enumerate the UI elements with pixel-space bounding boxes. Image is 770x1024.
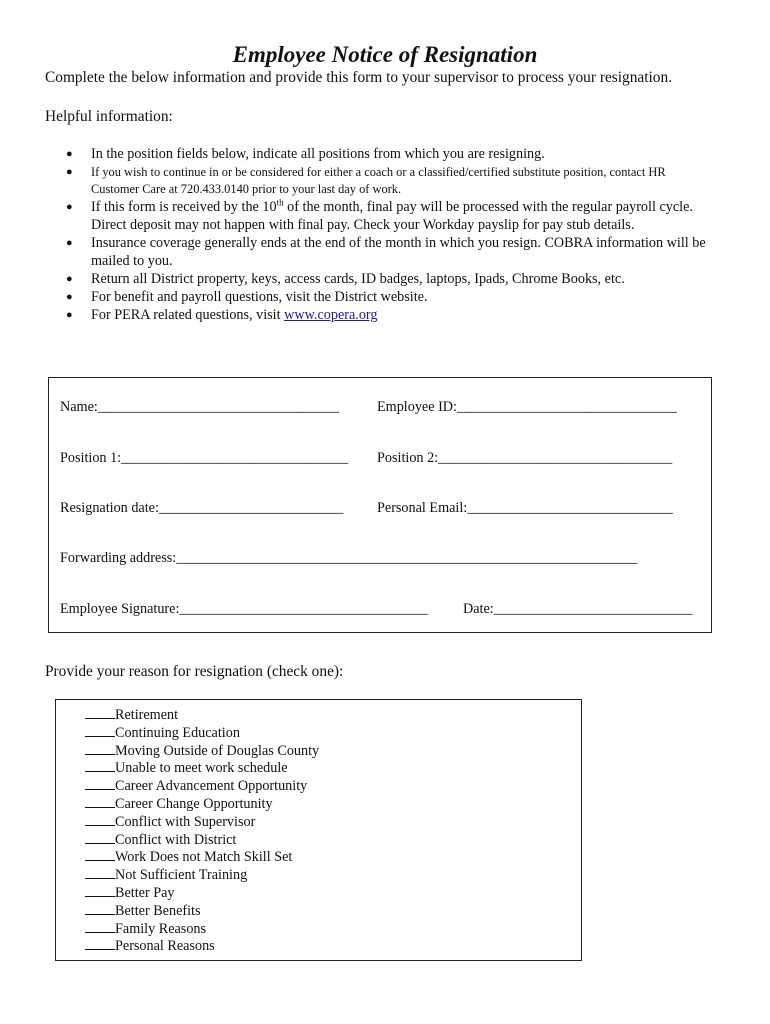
check-blank[interactable] bbox=[85, 723, 115, 737]
reason-item[interactable]: Better Benefits bbox=[85, 901, 319, 919]
name-field[interactable]: Name:__________________________________ bbox=[60, 399, 340, 415]
reason-item[interactable]: Retirement bbox=[85, 705, 319, 723]
signature-date-field[interactable]: Date:____________________________ bbox=[463, 601, 693, 617]
reason-item[interactable]: Personal Reasons bbox=[85, 936, 319, 954]
bullet-dot-icon: ● bbox=[66, 148, 73, 160]
bullet-final-pay: ● If this form is received by the 10th of the month, final pay will be processed with the regular payroll cycle. Direct deposit may not happen with final pay. Check your Workday payslip for pay stub details. bbox=[66, 197, 693, 233]
reason-item[interactable]: Conflict with Supervisor bbox=[85, 812, 319, 830]
reason-item[interactable]: Career Advancement Opportunity bbox=[85, 776, 319, 794]
reason-item[interactable]: Conflict with District bbox=[85, 830, 319, 848]
position-1-field[interactable]: Position 1:________________________________ bbox=[60, 450, 349, 466]
check-blank[interactable] bbox=[85, 741, 115, 755]
reason-list bbox=[85, 705, 319, 954]
check-blank[interactable] bbox=[85, 830, 115, 844]
reason-item[interactable]: Better Pay bbox=[85, 883, 319, 901]
bullet-pera: ● For PERA related questions, visit www.copera.org bbox=[66, 307, 378, 323]
bullet-coach: ● If you wish to continue in or be considered for either a coach or a classified/certified substitute position, contact HR Customer Care at 720.433.0140 prior to your last day of work. bbox=[66, 165, 666, 196]
check-blank[interactable] bbox=[85, 794, 115, 808]
position-2-field[interactable]: Position 2:_________________________________ bbox=[377, 450, 673, 466]
resignation-date-field[interactable]: Resignation date:__________________________ bbox=[60, 500, 344, 516]
bullet-positions: ● In the position fields below, indicate all positions from which you are resigning. bbox=[66, 146, 545, 162]
employee-signature-field[interactable]: Employee Signature:___________________________________ bbox=[60, 601, 428, 617]
bullet-dot-icon: ● bbox=[66, 237, 73, 249]
helpful-heading: Helpful information: bbox=[45, 108, 173, 125]
reason-item[interactable]: Family Reasons bbox=[85, 919, 319, 937]
helpful-list bbox=[62, 145, 712, 324]
reason-item[interactable]: Not Sufficient Training bbox=[85, 865, 319, 883]
check-blank[interactable] bbox=[85, 865, 115, 879]
check-blank[interactable] bbox=[85, 776, 115, 790]
check-blank[interactable] bbox=[85, 812, 115, 826]
bullet-dot-icon: ● bbox=[66, 273, 73, 285]
bullet-insurance: ● Insurance coverage generally ends at the end of the month in which you resign. COBRA information will be mailed to you. bbox=[66, 235, 706, 269]
check-blank[interactable] bbox=[85, 758, 115, 772]
reason-item[interactable]: Work Does not Match Skill Set bbox=[85, 847, 319, 865]
bullet-return-property: ● Return all District property, keys, access cards, ID badges, laptops, Ipads, Chrome Books, etc. bbox=[66, 271, 625, 287]
reason-item[interactable]: Continuing Education bbox=[85, 723, 319, 741]
check-blank[interactable] bbox=[85, 919, 115, 933]
bullet-dot-icon: ● bbox=[66, 291, 73, 303]
bullet-dot-icon: ● bbox=[66, 309, 73, 321]
reason-item[interactable]: Moving Outside of Douglas County bbox=[85, 741, 319, 759]
copera-link[interactable]: www.copera.org bbox=[284, 307, 378, 323]
bullet-dot-icon: ● bbox=[66, 201, 73, 213]
employee-id-field[interactable]: Employee ID:_______________________________ bbox=[377, 399, 677, 415]
check-blank[interactable] bbox=[85, 936, 115, 950]
bullet-dot-icon: ● bbox=[66, 166, 73, 178]
check-blank[interactable] bbox=[85, 901, 115, 915]
check-blank[interactable] bbox=[85, 847, 115, 861]
bullet-benefit-questions: ● For benefit and payroll questions, visit the District website. bbox=[66, 289, 428, 305]
forwarding-address-field[interactable]: Forwarding address:_________________________________________________________________ bbox=[60, 550, 638, 566]
check-blank[interactable] bbox=[85, 883, 115, 897]
intro-text: Complete the below information and provide this form to your supervisor to process your resignation. bbox=[45, 69, 673, 86]
personal-email-field[interactable]: Personal Email:_____________________________ bbox=[377, 500, 673, 516]
reason-item[interactable]: Unable to meet work schedule bbox=[85, 758, 319, 776]
form-title: Employee Notice of Resignation bbox=[232, 42, 538, 67]
reason-heading: Provide your reason for resignation (check one): bbox=[45, 663, 344, 680]
reason-item[interactable]: Career Change Opportunity bbox=[85, 794, 319, 812]
check-blank[interactable] bbox=[85, 705, 115, 719]
